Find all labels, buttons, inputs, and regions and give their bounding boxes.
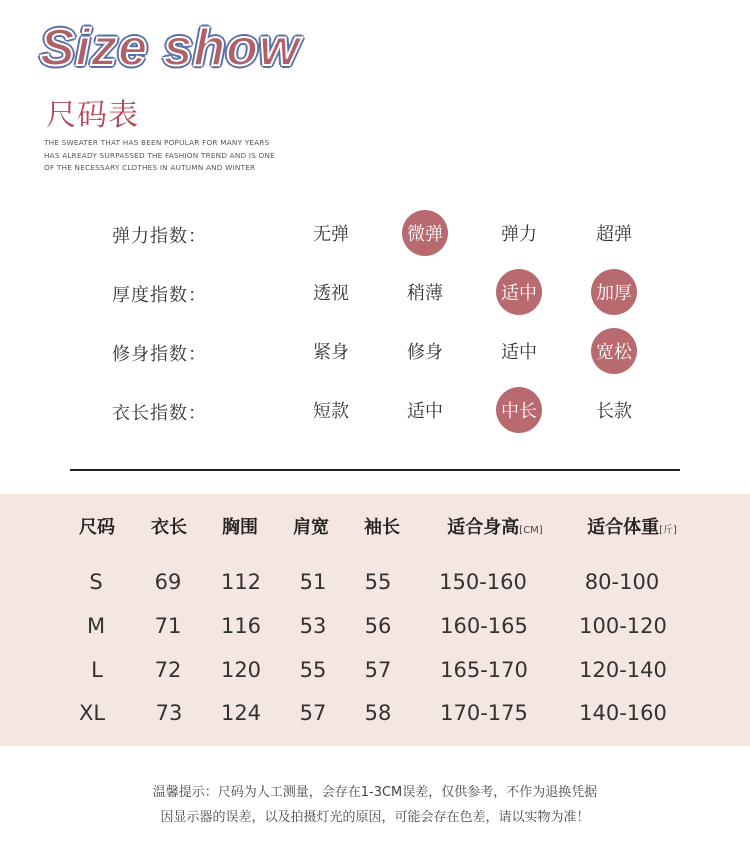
header-text: 适合体重 <box>587 517 660 538</box>
table-header <box>222 513 258 539</box>
index-option: 超弹 <box>596 224 632 245</box>
index-option: 稍薄 <box>407 283 443 304</box>
header-text: 衣长 <box>151 517 187 538</box>
table-cell: 53 <box>299 614 327 638</box>
index-label-elasticity: 弹力指数： <box>112 226 207 247</box>
header-unit: [CM] <box>519 525 543 536</box>
table-cell: 55 <box>299 658 327 682</box>
index-option: 长款 <box>596 401 632 422</box>
table-cell: 55 <box>364 570 392 594</box>
table-cell: 116 <box>220 614 262 638</box>
tagline <box>44 137 275 175</box>
table-header <box>364 513 400 539</box>
index-option: 无弹 <box>313 224 349 245</box>
index-option: 弹力 <box>501 224 537 245</box>
index-option: 修身 <box>407 342 443 363</box>
table-cell: 150-160 <box>439 570 527 594</box>
table-cell: 170-175 <box>440 701 528 725</box>
tagline-line: THE SWEATER THAT HAS BEEN POPULAR FOR MANY YEARS <box>44 138 270 147</box>
index-label-thickness: 厚度指数： <box>112 285 207 306</box>
table-cell: 51 <box>299 570 327 594</box>
page-title: 尺码表 <box>46 98 139 133</box>
index-option: 适中 <box>407 401 443 422</box>
table-cell: 120 <box>220 658 262 682</box>
index-option: 适中 <box>501 342 537 363</box>
table-cell: 80-100 <box>584 570 660 594</box>
index-option-selected: 中长 <box>496 387 542 433</box>
header-text: 适合身高 <box>447 517 520 538</box>
table-header <box>447 513 542 539</box>
brand-title: Size show <box>40 19 301 77</box>
header-text: 肩宽 <box>293 517 329 538</box>
table-cell: 69 <box>154 570 182 594</box>
index-option: 紧身 <box>313 342 349 363</box>
table-header <box>293 513 329 539</box>
header-unit: [斤] <box>659 525 677 536</box>
table-cell: 100-120 <box>579 614 667 638</box>
header-text: 袖长 <box>364 517 400 538</box>
tagline-line: OF THE NECESSARY CLOTHES IN AUTUMN AND WINTER <box>44 163 256 172</box>
tagline-line: HAS ALREADY SURPASSED THE FASHION TREND AND IS ONE <box>44 150 275 160</box>
table-cell: 56 <box>364 614 392 638</box>
table-header <box>587 513 677 539</box>
table-cell: 120-140 <box>579 658 667 682</box>
index-option: 透视 <box>313 283 349 304</box>
note-line: 因显示器的误差，以及拍摄灯光的原因，可能会存在色差，请以实物为准！ <box>160 810 590 825</box>
index-option-selected: 微弹 <box>402 210 448 256</box>
index-label-fit: 修身指数： <box>112 344 207 365</box>
table-cell: 112 <box>220 570 262 594</box>
table-cell: XL <box>78 701 106 725</box>
note-line: 温馨提示：尺码为人工测量，会存在1-3CM误差，仅供参考，不作为退换凭据 <box>152 785 598 800</box>
table-cell: 57 <box>364 658 392 682</box>
table-cell: S <box>89 570 103 594</box>
index-option-selected: 加厚 <box>591 269 637 315</box>
table-cell: 165-170 <box>440 658 528 682</box>
table-header <box>151 513 187 539</box>
table-cell: 58 <box>364 701 392 725</box>
table-cell: 57 <box>299 701 327 725</box>
table-cell: M <box>86 614 106 638</box>
index-option-selected: 适中 <box>496 269 542 315</box>
index-label-length: 衣长指数： <box>112 403 207 424</box>
index-option-selected: 宽松 <box>591 328 637 374</box>
table-cell: 71 <box>154 614 182 638</box>
table-cell: 140-160 <box>579 701 667 725</box>
table-cell: 124 <box>220 701 262 725</box>
table-cell: 72 <box>154 658 182 682</box>
table-cell: L <box>91 658 103 682</box>
divider <box>70 469 680 471</box>
table-cell: 160-165 <box>440 614 528 638</box>
header-text: 尺码 <box>79 517 115 538</box>
table-header <box>79 513 115 539</box>
index-option: 短款 <box>313 401 349 422</box>
header-text: 胸围 <box>222 517 258 538</box>
table-cell: 73 <box>155 701 183 725</box>
